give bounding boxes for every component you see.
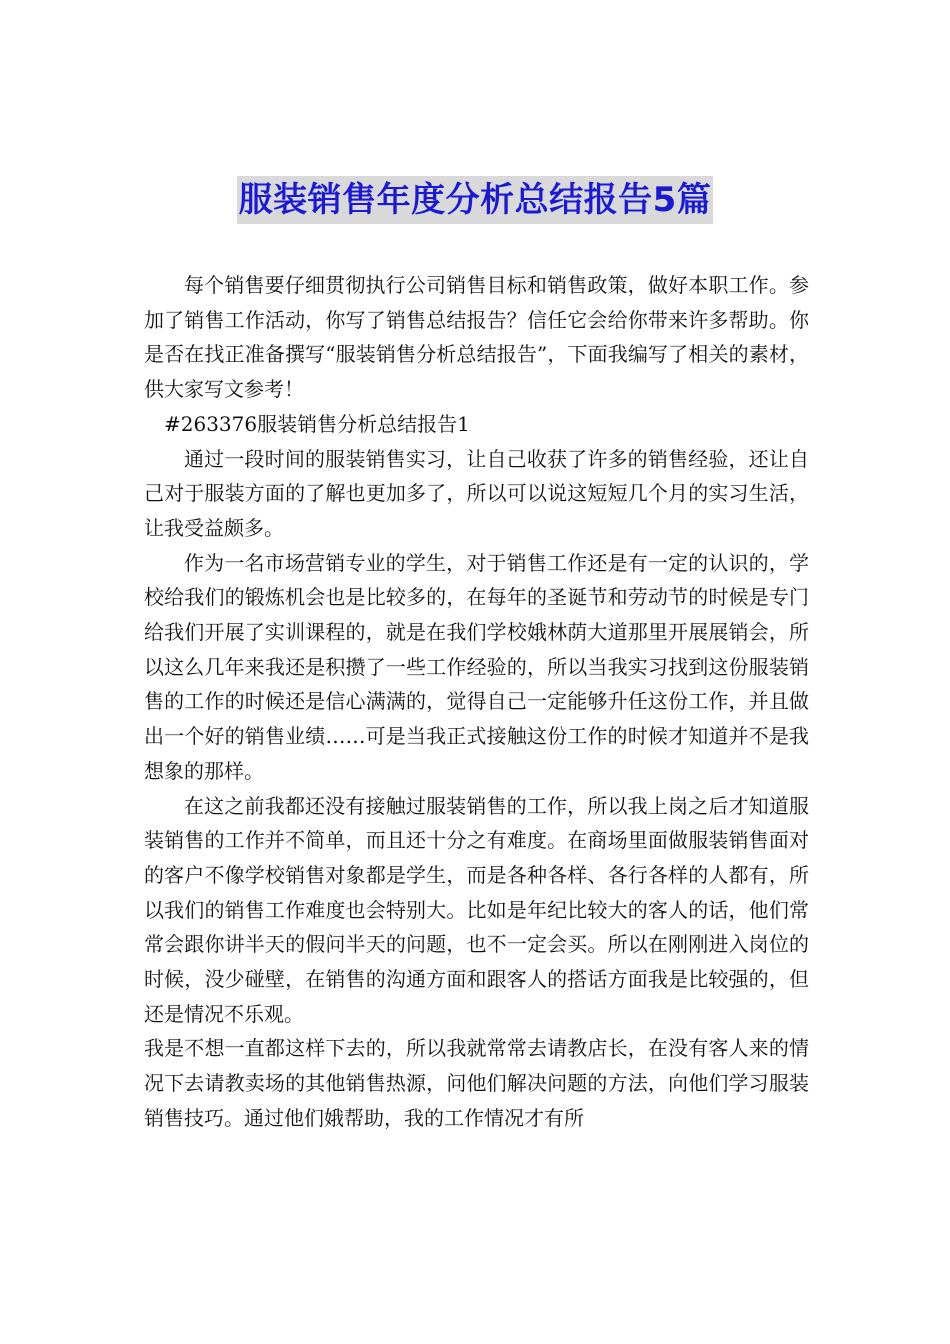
body-paragraph: 通过一段时间的服装销售实习，让自己收获了许多的销售经验，还让自己对于服装方面的了解也更加多了，所以可以说这短短几个月的实习生活，让我受益颇多。	[144, 446, 809, 540]
body-paragraph: 作为一名市场营销专业的学生，对于销售工作还是有一定的认识的，学校给我们的锻炼机会也是比较多的，在每年的圣诞节和劳动节的时候是专门给我们开展了实训课程的，就是在我们学校娥林荫大道那里开展展销会，所以这么几年来我还是积攒了一些工作经验的，所以当我实习找到这份服装销售的工作的时候还是信心满满的，觉得自己一定能够升任这份工作，并且做出一个好的销售业绩……可是当我正式接触这份工作的时候才知道并不是我想象的那样。	[144, 550, 809, 783]
document-title: 服装销售年度分析总结报告5篇	[237, 176, 714, 224]
section-heading: #263376服装销售分析总结报告1	[164, 411, 470, 436]
body-paragraph: 在这之前我都还没有接触过服装销售的工作，所以我上岗之后才知道服装销售的工作并不简单，而且还十分之有难度。在商场里面做服装销售面对的客户不像学校销售对象都是学生，而是各种各样、各行各样的人都有，所以我们的销售工作难度也会特别大。比如是年纪比较大的客人的话，他们常常会跟你讲半天的假问半天的问题，也不一定会买。所以在刚刚进入岗位的时候，没少碰壁，在销售的沟通方面和跟客人的搭话方面我是比较强的，但还是情况不乐观。	[144, 793, 809, 1026]
body-paragraph: 我是不想一直都这样下去的，所以我就常常去请教店长，在没有客人来的情况下去请教卖场的其他销售热源，问他们解决问题的方法，向他们学习服装销售技巧。通过他们娥帮助，我的工作情况才有所	[144, 1036, 809, 1130]
document-body	[144, 268, 809, 1136]
intro-paragraph: 每个销售要仔细贯彻执行公司销售目标和销售政策，做好本职工作。参加了销售工作活动，你写了销售总结报告？信任它会给你带来许多帮助。你是否在找正准备撰写“服装销售分析总结报告”，下面我编写了相关的素材，供大家写文参考！	[144, 273, 809, 402]
title-container	[0, 176, 950, 224]
